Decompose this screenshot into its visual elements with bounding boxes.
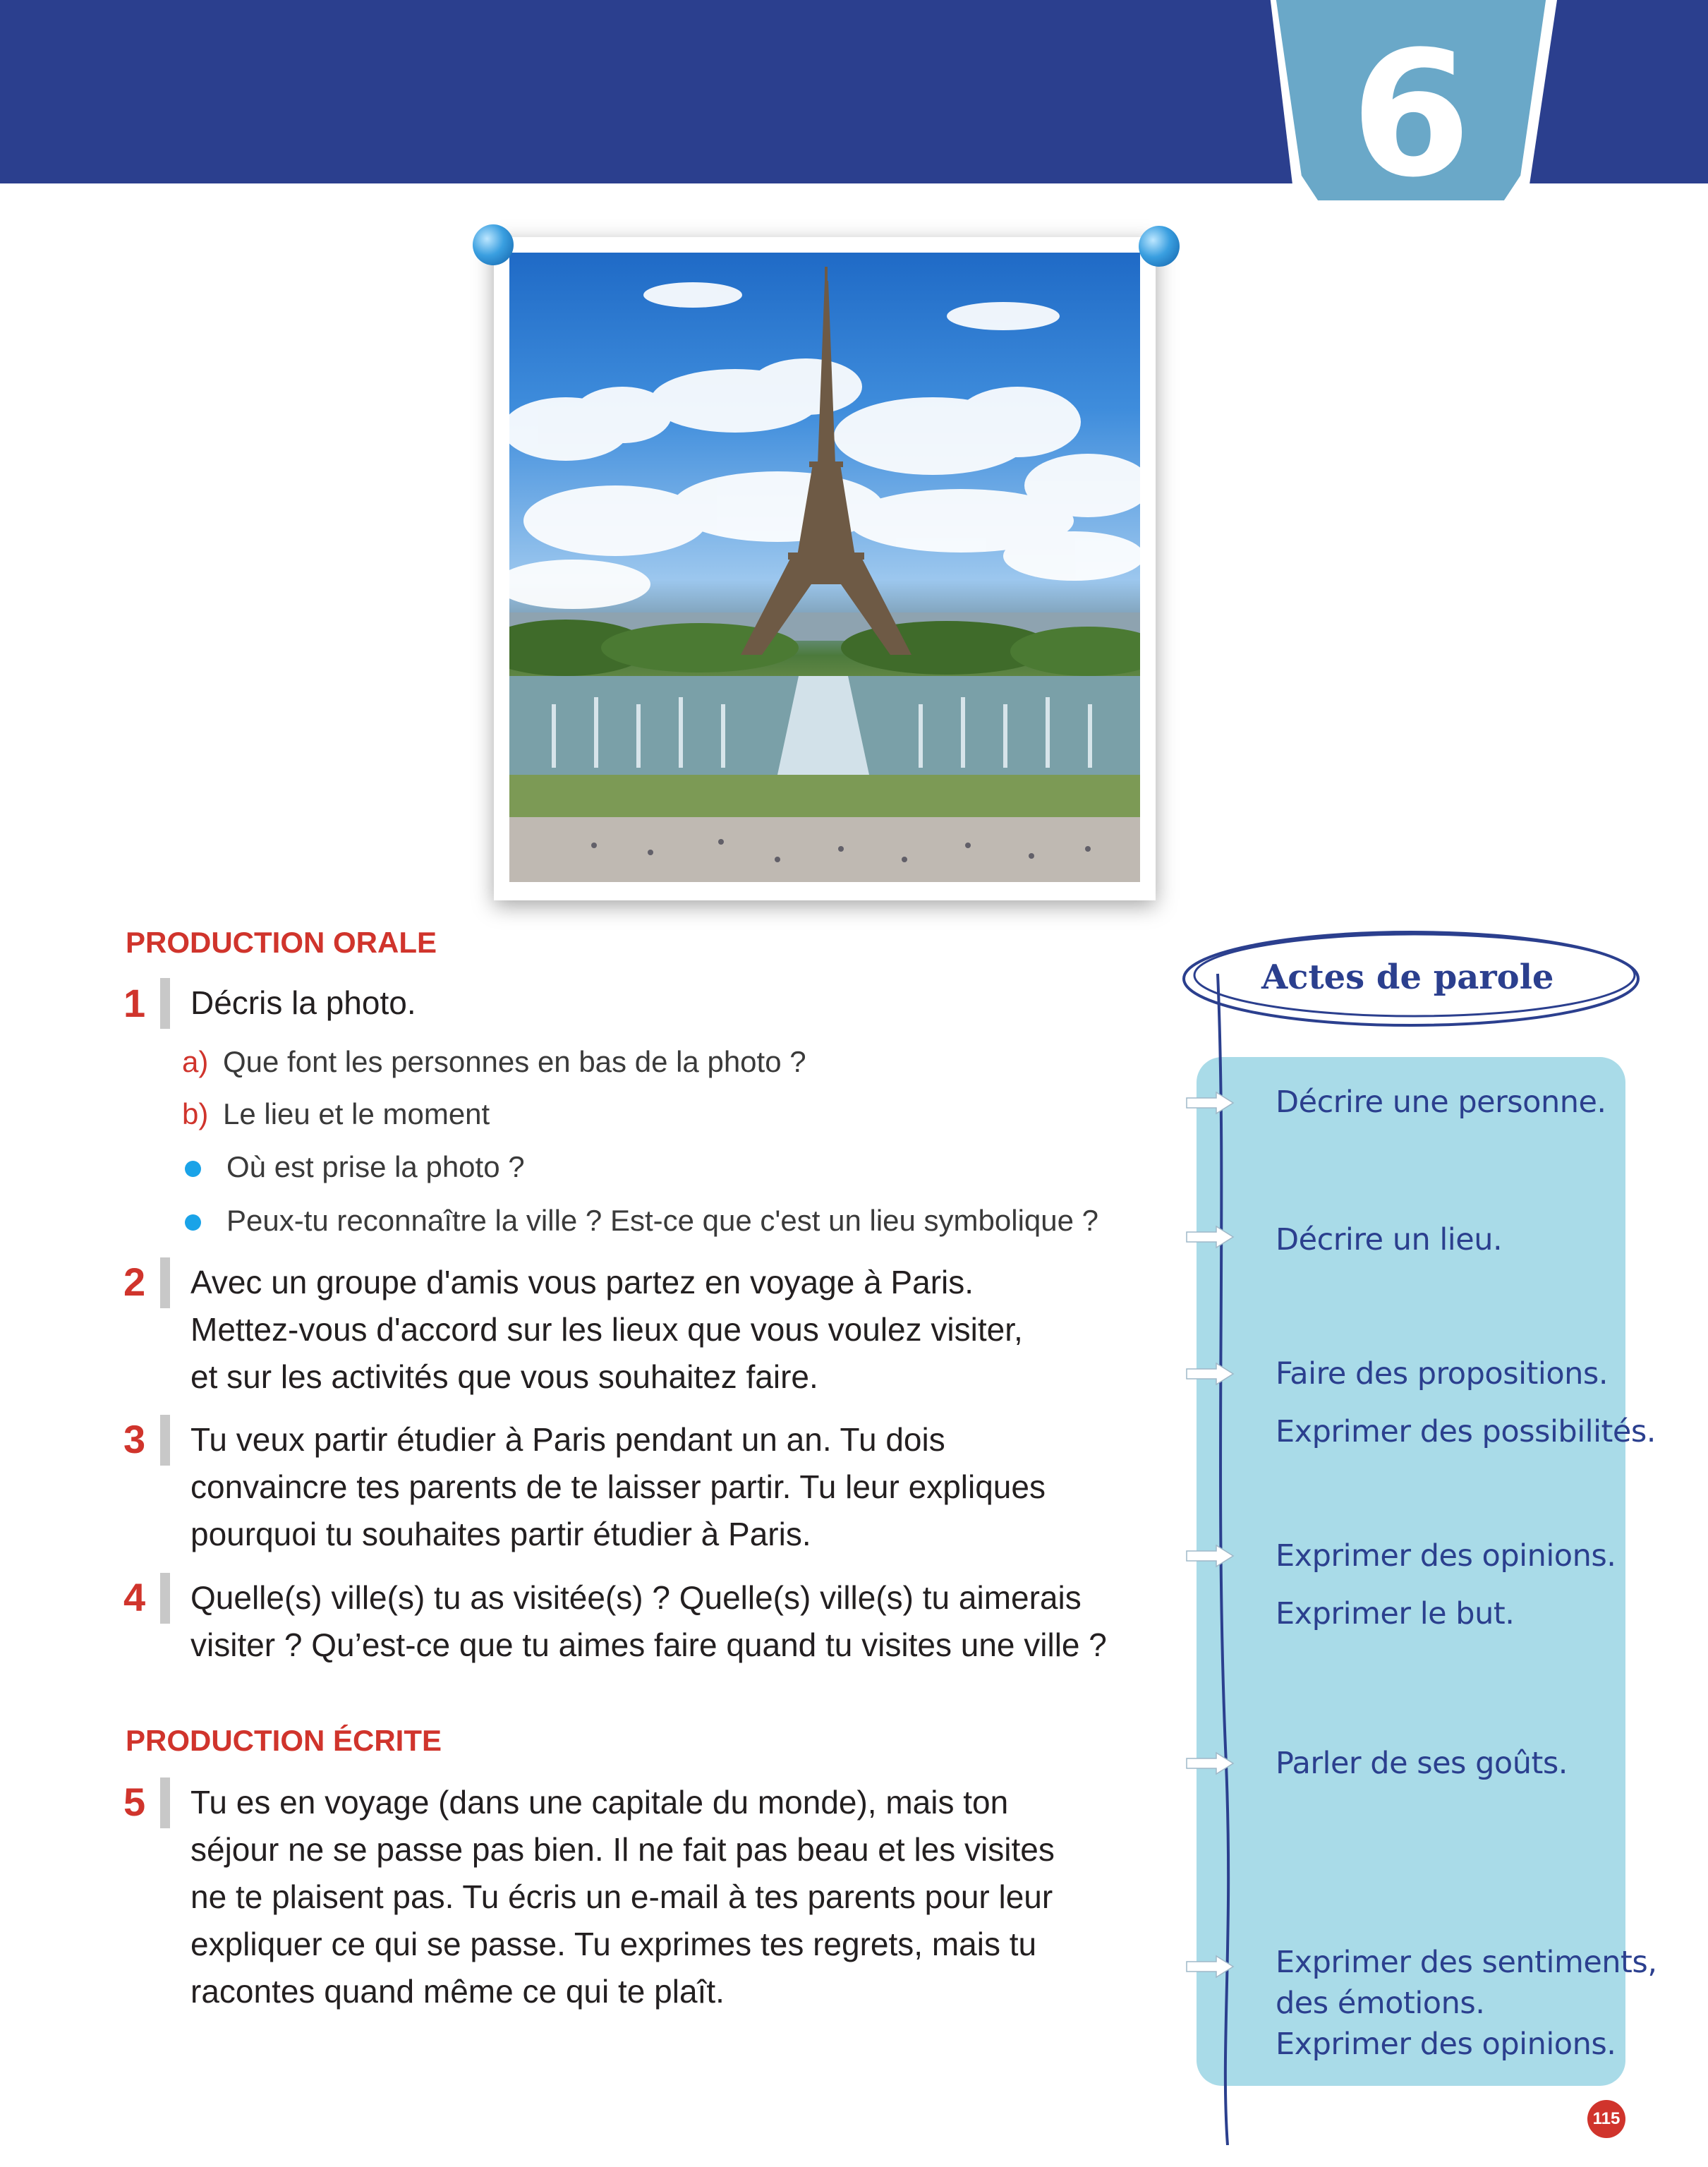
exercise-line: convaincre tes parents de te laisser partir. Tu leur expliques <box>190 1468 1046 1505</box>
exercise-line: Avec un groupe d'amis vous partez en voyage à Paris. <box>190 1264 974 1300</box>
exercise-line: Quelle(s) ville(s) tu as visitée(s) ? Quelle(s) ville(s) tu aimerais <box>190 1579 1082 1616</box>
acte-item <box>1276 1743 1568 1784</box>
exercise-number: 2 <box>123 1260 146 1304</box>
exercise-text <box>190 979 1178 1027</box>
arrow-right-icon <box>1185 1225 1235 1249</box>
exercise-text <box>190 1779 1178 2015</box>
sub-text: Le lieu et le moment <box>223 1097 490 1130</box>
sub-text: Que font les personnes en bas de la photo ? <box>223 1045 806 1078</box>
exercise-line: ne te plaisent pas. Tu écris un e-mail à tes parents pour leur <box>190 1878 1053 1915</box>
section-title-written: PRODUCTION ÉCRITE <box>126 1724 442 1757</box>
exercise-text <box>190 1416 1178 1558</box>
pushpin-left <box>473 224 514 265</box>
exercise-number: 5 <box>123 1780 146 1824</box>
acte-line: des émotions. <box>1276 1986 1485 2021</box>
exercise-text <box>190 1259 1178 1401</box>
exercise-bar <box>160 1573 170 1624</box>
sub-item <box>182 1041 806 1083</box>
sub-text: Où est prise la photo ? <box>226 1150 525 1183</box>
exercise-line: Décris la photo. <box>190 984 416 1021</box>
sub-item <box>185 1200 1098 1242</box>
eiffel-tower-illustration <box>509 253 1140 882</box>
acte-line: Décrire une personne. <box>1276 1085 1606 1120</box>
exercise-bar <box>160 978 170 1029</box>
sub-text: Peux-tu reconnaître la ville ? Est-ce que c'est un lieu symbolique ? <box>226 1204 1099 1237</box>
exercise-line: pourquoi tu souhaites partir étudier à Paris. <box>190 1516 811 1552</box>
acte-item <box>1276 1353 1656 1452</box>
exercise-number: 1 <box>123 981 146 1025</box>
arrow-right-icon <box>1185 1544 1235 1568</box>
acte-line: Parler de ses goûts. <box>1276 1746 1568 1781</box>
exercise-line: Tu es en voyage (dans une capitale du monde), mais ton <box>190 1784 1009 1821</box>
arrow-right-icon <box>1185 1955 1235 1979</box>
acte-item <box>1276 1082 1606 1123</box>
sub-item <box>185 1146 525 1188</box>
acte-item <box>1276 1219 1502 1260</box>
exercise-line: racontes quand même ce qui te plaît. <box>190 1973 725 2010</box>
exercise-line: et sur les activités que vous souhaitez faire. <box>190 1358 818 1395</box>
acte-line: Exprimer le but. <box>1276 1596 1515 1631</box>
acte-item <box>1276 1535 1616 1634</box>
exercise-line: expliquer ce qui se passe. Tu exprimes tes regrets, mais tu <box>190 1926 1037 1962</box>
actes-title: Actes de parole <box>1261 958 1554 997</box>
acte-line: Exprimer des sentiments, <box>1276 1945 1657 1980</box>
sub-marker: b) <box>182 1097 209 1130</box>
arrow-right-icon <box>1185 1091 1235 1115</box>
exercise-line: séjour ne se passe pas bien. Il ne fait pas beau et les visites <box>190 1831 1055 1868</box>
arrow-right-icon <box>1185 1362 1235 1386</box>
acte-item <box>1276 1942 1657 2065</box>
section-title-oral: PRODUCTION ORALE <box>126 926 437 959</box>
exercise-line: Mettez-vous d'accord sur les lieux que vous voulez visiter, <box>190 1311 1023 1348</box>
acte-line: Exprimer des opinions. <box>1276 2027 1616 2062</box>
chapter-number: 6 <box>1350 14 1472 215</box>
sub-item <box>182 1093 490 1135</box>
sub-marker: a) <box>182 1045 209 1078</box>
acte-line: Faire des propositions. <box>1276 1356 1608 1392</box>
bullet-icon <box>185 1161 201 1177</box>
page-number: 115 <box>1587 2100 1625 2138</box>
photo-frame <box>494 237 1156 900</box>
exercise-text <box>190 1574 1178 1669</box>
exercise-bar <box>160 1415 170 1466</box>
acte-line: Décrire un lieu. <box>1276 1222 1503 1257</box>
exercise-bar <box>160 1257 170 1308</box>
eiffel-tower-photo <box>509 253 1140 882</box>
exercise-line: Tu veux partir étudier à Paris pendant un an. Tu dois <box>190 1421 945 1458</box>
acte-line: Exprimer des opinions. <box>1276 1538 1616 1574</box>
exercise-number: 3 <box>123 1417 146 1461</box>
exercise-number: 4 <box>123 1575 146 1619</box>
acte-line: Exprimer des possibilités. <box>1276 1414 1656 1449</box>
pushpin-right <box>1139 226 1180 267</box>
bullet-icon <box>185 1214 201 1231</box>
exercise-bar <box>160 1777 170 1828</box>
arrow-right-icon <box>1185 1751 1235 1775</box>
exercise-line: visiter ? Qu’est-ce que tu aimes faire quand tu visites une ville ? <box>190 1626 1107 1663</box>
